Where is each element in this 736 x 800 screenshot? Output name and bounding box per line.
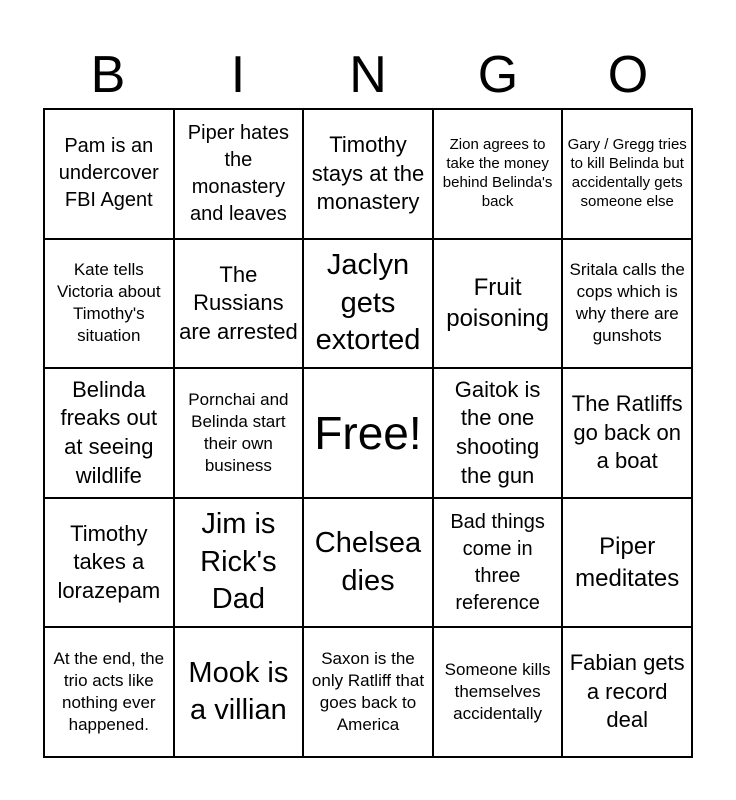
cell-text: Kate tells Victoria about Timothy's situation [56,260,161,346]
bingo-cell-2-5[interactable] [562,239,692,369]
bingo-cell-1-2[interactable] [174,109,304,239]
bingo-cell-4-3[interactable] [303,498,433,628]
cell-text: Gary / Gregg tries to kill Belinda but accidentally gets someone else [567,136,687,210]
cell-text: Piper meditates [575,533,680,592]
cell-text: Someone kills themselves accidentally [444,660,551,724]
cell-text: Piper hates the monastery and leaves [187,121,289,225]
cell-text: Gaitok is the one shooting the gun [454,376,541,488]
bingo-cell-3-2[interactable] [174,368,304,498]
cell-text: Jaclyn gets extorted [315,248,421,357]
cell-text: At the end, the trio acts like nothing ever happened. [53,649,165,735]
bingo-cell-2-1[interactable] [44,239,174,369]
header-letter-g: G [477,46,519,104]
cell-text: Fruit poisoning [446,274,549,333]
bingo-cell-1-3[interactable] [303,109,433,239]
bingo-cell-1-4[interactable] [433,109,563,239]
free-space-text: Free! [314,406,422,459]
cell-text: The Russians are arrested [179,261,298,344]
bingo-header [43,42,693,108]
bingo-cell-1-5[interactable] [562,109,692,239]
cell-text: Timothy stays at the monastery [311,131,425,215]
cell-text: Mook is a villian [188,656,289,727]
bingo-cell-5-3[interactable] [303,627,433,757]
bingo-cell-5-1[interactable] [44,627,174,757]
bingo-cell-4-4[interactable] [433,498,563,628]
cell-text: Jim is Rick's Dad [200,508,277,616]
bingo-cell-4-1[interactable] [44,498,174,628]
bingo-cell-5-4[interactable] [433,627,563,757]
cell-text: Pam is an undercover FBI Agent [58,135,159,212]
cell-text: Bad things come in three reference [450,510,545,614]
cell-text: Pornchai and Belinda start their own business [188,389,289,476]
bingo-cell-2-2[interactable] [174,239,304,369]
bingo-cell-2-4[interactable] [433,239,563,369]
bingo-cell-5-2[interactable] [174,627,304,757]
cell-text: Saxon is the only Ratliff that goes back to America [311,649,425,735]
cell-text: Chelsea dies [314,526,422,597]
bingo-cell-3-4[interactable] [433,368,563,498]
bingo-cell-1-1[interactable] [44,109,174,239]
cell-text: The Ratliffs go back on a boat [571,391,683,474]
header-letter-n: N [349,46,387,104]
header-letter-i: I [230,46,246,104]
bingo-cell-3-1[interactable] [44,368,174,498]
bingo-cell-2-3[interactable] [303,239,433,369]
cell-text: Timothy takes a lorazepam [57,520,161,603]
cell-text: Sritala calls the cops which is why there are gunshots [569,260,685,346]
bingo-cell-3-5[interactable] [562,368,692,498]
bingo-cell-free[interactable] [303,368,433,498]
header-letter-b: B [90,46,126,104]
bingo-card-grid [43,108,693,758]
bingo-cell-4-2[interactable] [174,498,304,628]
cell-text: Zion agrees to take the money behind Belinda's back [442,136,553,210]
bingo-cell-4-5[interactable] [562,498,692,628]
cell-text: Fabian gets a record deal [569,650,685,733]
cell-text: Belinda freaks out at seeing wildlife [60,376,158,488]
header-letter-o: O [607,46,649,104]
bingo-cell-5-5[interactable] [562,627,692,757]
